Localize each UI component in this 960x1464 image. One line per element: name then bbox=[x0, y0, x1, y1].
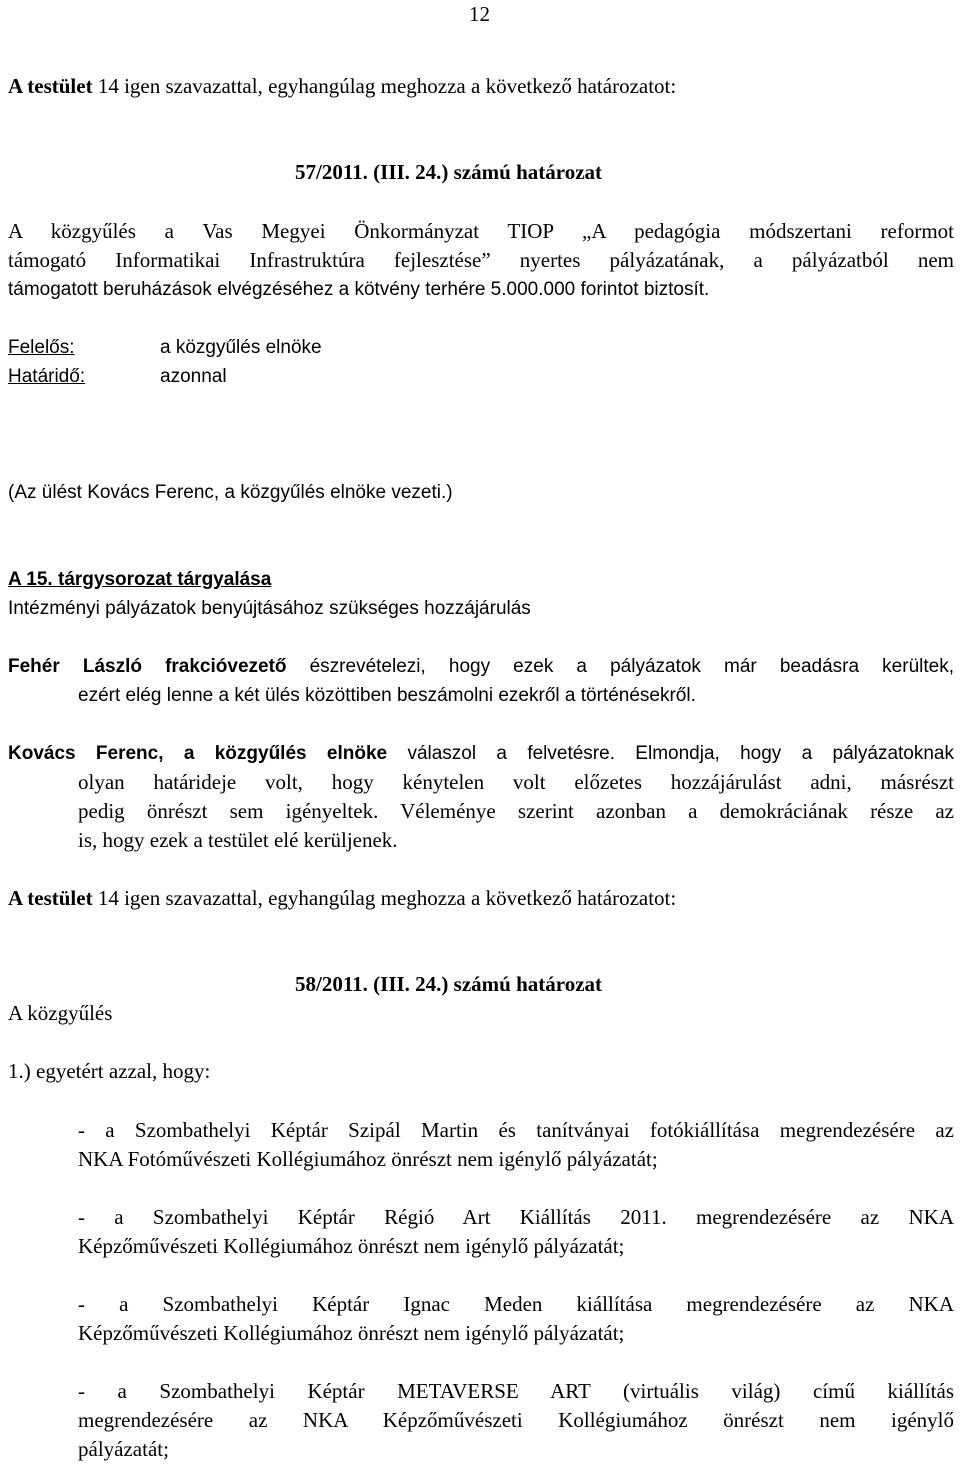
item-line: megrendezésére az NKA Képzőművészeti Kollégiumához önrészt nem igénylő bbox=[78, 1408, 954, 1432]
item-line: Képzőművészeti Kollégiumához önrészt nem igénylő pályázatát; bbox=[78, 1234, 625, 1258]
resolution-title: 58/2011. (III. 24.) számú határozat bbox=[295, 972, 603, 996]
vote-text: 14 igen szavazattal, egyhangúlag meghozza a következő határozatot: bbox=[92, 74, 677, 98]
vote-subject: A testület bbox=[8, 74, 93, 98]
resolution-item bbox=[78, 1116, 954, 1174]
deadline-label: Határidő: bbox=[8, 366, 86, 387]
vote-statement bbox=[8, 72, 676, 101]
speech-text: pedig önrészt sem igényeltek. Véleménye szerint azonban a demokráciának része az bbox=[78, 799, 954, 823]
item-line: - a Szombathelyi Képtár Régió Art Kiállítás 2011. megrendezésére az NKA bbox=[78, 1205, 954, 1229]
speech-text: ezért elég lenne a két ülés közöttiben beszámolni ezekről a történésekről. bbox=[78, 685, 696, 706]
vote-text: 14 igen szavazattal, egyhangúlag meghozza a következő határozatot: bbox=[92, 886, 677, 910]
speaker-name: Kovács Ferenc, a közgyűlés elnöke bbox=[8, 743, 388, 764]
speech-text: olyan határideje volt, hogy kénytelen volt előzetes hozzájárulást adni, másrészt bbox=[78, 770, 954, 794]
vote-statement bbox=[8, 884, 676, 913]
item-line: pályázatát; bbox=[78, 1437, 169, 1461]
deadline-value: azonnal bbox=[160, 366, 227, 387]
resolution-body-line: támogató Informatikai Infrastruktúra fejlesztése” nyertes pályázatának, a pályázatból nem bbox=[8, 248, 954, 272]
page-number: 12 bbox=[469, 2, 490, 26]
resolution-title: 57/2011. (III. 24.) számú határozat bbox=[295, 160, 603, 184]
speech-text: válaszol a felvetésre. Elmondja, hogy a pályázatoknak bbox=[387, 743, 955, 764]
resolution-item bbox=[78, 1203, 954, 1261]
agenda-heading: A 15. tárgysorozat tárgyalása bbox=[8, 569, 272, 590]
agenda-subject: Intézményi pályázatok benyújtásához szükséges hozzájárulás bbox=[8, 598, 531, 619]
chair-note: (Az ülést Kovács Ferenc, a közgyűlés elnöke vezeti.) bbox=[8, 482, 453, 503]
speech-text: is, hogy ezek a testület elé kerüljenek. bbox=[78, 828, 398, 852]
vote-subject: A testület bbox=[8, 886, 93, 910]
item-line: - a Szombathelyi Képtár Ignac Meden kiállítása megrendezésére az NKA bbox=[78, 1292, 954, 1316]
item-line: NKA Fotóművészeti Kollégiumához önrészt nem igénylő pályázatát; bbox=[78, 1147, 658, 1171]
speech-kovacs bbox=[8, 739, 954, 855]
resolution-point: 1.) egyetért azzal, hogy: bbox=[8, 1059, 211, 1083]
speech-text: észrevételezi, hogy ezek a pályázatok már beadásra kerültek, bbox=[286, 656, 954, 677]
resolution-body-line: A közgyűlés a Vas Megyei Önkormányzat TIOP „A pedagógia módszertani reformot bbox=[8, 219, 954, 243]
item-line: - a Szombathelyi Képtár Szipál Martin és tanítványai fotókiállítása megrendezésére az bbox=[78, 1118, 954, 1142]
resolution-body bbox=[8, 217, 954, 304]
resolution-body-line: támogatott beruházások elvégzéséhez a kötvény terhére 5.000.000 forintot biztosít. bbox=[8, 279, 710, 300]
item-line: - a Szombathelyi Képtár METAVERSE ART (virtuális világ) című kiállítás bbox=[78, 1379, 954, 1403]
speaker-name: Fehér László frakcióvezető bbox=[8, 656, 287, 677]
responsible-value: a közgyűlés elnöke bbox=[160, 337, 322, 358]
speech-fehér bbox=[8, 652, 954, 710]
responsible-label: Felelős: bbox=[8, 337, 75, 358]
resolution-item bbox=[78, 1377, 954, 1464]
resolution-intro: A közgyűlés bbox=[8, 1001, 113, 1025]
item-line: Képzőművészeti Kollégiumához önrészt nem igénylő pályázatát; bbox=[78, 1321, 625, 1345]
resolution-item bbox=[78, 1290, 954, 1348]
